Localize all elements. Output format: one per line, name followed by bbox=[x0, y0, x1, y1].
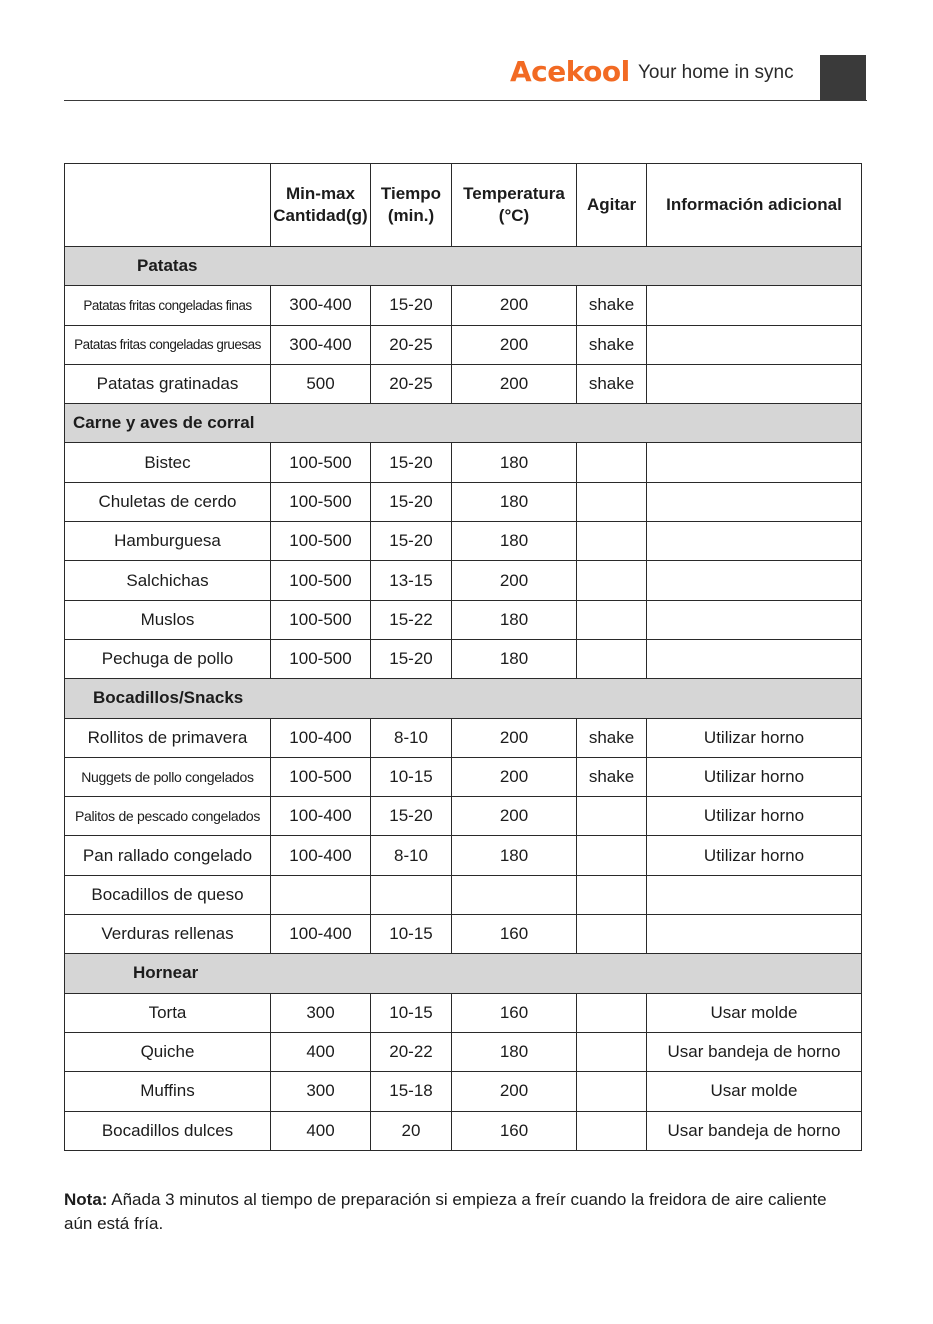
table-row bbox=[65, 561, 862, 600]
shake-cell bbox=[577, 600, 647, 639]
additional-info-cell bbox=[647, 443, 862, 482]
table-row bbox=[65, 718, 862, 757]
additional-info-cell: Utilizar horno bbox=[647, 836, 862, 875]
food-name-cell: Muslos bbox=[65, 600, 271, 639]
temperature-cell: 160 bbox=[452, 1111, 577, 1150]
additional-info-cell bbox=[647, 561, 862, 600]
quantity-cell: 100-500 bbox=[271, 639, 371, 678]
temperature-cell: 180 bbox=[452, 1032, 577, 1071]
time-cell: 15-20 bbox=[371, 797, 452, 836]
quantity-cell: 100-400 bbox=[271, 836, 371, 875]
additional-info-cell: Utilizar horno bbox=[647, 757, 862, 796]
food-name-cell: Muffins bbox=[65, 1072, 271, 1111]
table-row bbox=[65, 797, 862, 836]
shake-cell: shake bbox=[577, 364, 647, 403]
table-row bbox=[65, 1072, 862, 1111]
time-cell: 15-20 bbox=[371, 522, 452, 561]
quantity-cell: 100-400 bbox=[271, 915, 371, 954]
section-title: Carne y aves de corral bbox=[65, 404, 862, 443]
food-name-cell: Verduras rellenas bbox=[65, 915, 271, 954]
table-row bbox=[65, 443, 862, 482]
food-name-cell: Chuletas de cerdo bbox=[65, 482, 271, 521]
food-name-cell: Pechuga de pollo bbox=[65, 639, 271, 678]
temperature-cell bbox=[452, 875, 577, 914]
table-body bbox=[65, 247, 862, 1151]
additional-info-cell: Usar bandeja de horno bbox=[647, 1111, 862, 1150]
table-row bbox=[65, 600, 862, 639]
temperature-cell: 200 bbox=[452, 561, 577, 600]
quantity-cell: 100-500 bbox=[271, 443, 371, 482]
time-cell: 20-22 bbox=[371, 1032, 452, 1071]
section-row bbox=[65, 247, 862, 286]
shake-cell bbox=[577, 561, 647, 600]
header-time: Tiempo (min.) bbox=[371, 164, 452, 247]
food-name-cell: Patatas fritas congeladas gruesas bbox=[65, 325, 271, 364]
quantity-cell: 100-400 bbox=[271, 797, 371, 836]
header-shake: Agitar bbox=[577, 164, 647, 247]
shake-cell bbox=[577, 1072, 647, 1111]
table-header-row bbox=[65, 164, 862, 247]
additional-info-cell bbox=[647, 875, 862, 914]
quantity-cell: 100-500 bbox=[271, 561, 371, 600]
temperature-cell: 200 bbox=[452, 325, 577, 364]
food-name-cell: Hamburguesa bbox=[65, 522, 271, 561]
time-cell: 15-20 bbox=[371, 286, 452, 325]
time-cell: 15-20 bbox=[371, 639, 452, 678]
header-quantity: Min-max Cantidad(g) bbox=[271, 164, 371, 247]
temperature-cell: 160 bbox=[452, 993, 577, 1032]
section-row bbox=[65, 679, 862, 718]
page-header bbox=[0, 0, 933, 110]
time-cell bbox=[371, 875, 452, 914]
shake-cell bbox=[577, 1111, 647, 1150]
time-cell: 20-25 bbox=[371, 364, 452, 403]
food-name-cell: Salchichas bbox=[65, 561, 271, 600]
food-name-cell: Pan rallado congelado bbox=[65, 836, 271, 875]
shake-cell bbox=[577, 915, 647, 954]
additional-info-cell bbox=[647, 482, 862, 521]
section-title: Patatas bbox=[65, 247, 862, 286]
time-cell: 10-15 bbox=[371, 993, 452, 1032]
temperature-cell: 180 bbox=[452, 443, 577, 482]
time-cell: 13-15 bbox=[371, 561, 452, 600]
shake-cell bbox=[577, 482, 647, 521]
quantity-cell: 300-400 bbox=[271, 325, 371, 364]
time-cell: 20-25 bbox=[371, 325, 452, 364]
table-row bbox=[65, 915, 862, 954]
temperature-cell: 180 bbox=[452, 836, 577, 875]
time-cell: 20 bbox=[371, 1111, 452, 1150]
food-name-cell: Palitos de pescado congelados bbox=[65, 797, 271, 836]
additional-info-cell: Utilizar horno bbox=[647, 797, 862, 836]
food-name-cell: Patatas fritas congeladas finas bbox=[65, 286, 271, 325]
food-name-cell: Bistec bbox=[65, 443, 271, 482]
additional-info-cell bbox=[647, 364, 862, 403]
shake-cell bbox=[577, 875, 647, 914]
section-title: Bocadillos/Snacks bbox=[65, 679, 862, 718]
header-additional-info: Información adicional bbox=[647, 164, 862, 247]
quantity-cell: 100-500 bbox=[271, 757, 371, 796]
quantity-cell: 100-500 bbox=[271, 522, 371, 561]
shake-cell bbox=[577, 836, 647, 875]
section-row bbox=[65, 404, 862, 443]
note-paragraph bbox=[64, 1188, 854, 1236]
temperature-cell: 200 bbox=[452, 757, 577, 796]
additional-info-cell: Usar molde bbox=[647, 993, 862, 1032]
additional-info-cell: Usar molde bbox=[647, 1072, 862, 1111]
time-cell: 15-20 bbox=[371, 443, 452, 482]
note-label: Nota: bbox=[64, 1190, 108, 1209]
brand-tagline: Your home in sync bbox=[638, 62, 794, 83]
quantity-cell: 400 bbox=[271, 1111, 371, 1150]
additional-info-cell bbox=[647, 915, 862, 954]
food-name-cell: Bocadillos de queso bbox=[65, 875, 271, 914]
header-divider bbox=[64, 100, 867, 101]
additional-info-cell: Usar bandeja de horno bbox=[647, 1032, 862, 1071]
shake-cell: shake bbox=[577, 325, 647, 364]
header-temperature: Temperatura (°C) bbox=[452, 164, 577, 247]
time-cell: 15-22 bbox=[371, 600, 452, 639]
food-name-cell: Bocadillos dulces bbox=[65, 1111, 271, 1150]
shake-cell bbox=[577, 993, 647, 1032]
shake-cell bbox=[577, 522, 647, 561]
food-name-cell: Quiche bbox=[65, 1032, 271, 1071]
quantity-cell: 100-400 bbox=[271, 718, 371, 757]
shake-cell: shake bbox=[577, 718, 647, 757]
time-cell: 10-15 bbox=[371, 915, 452, 954]
table-row bbox=[65, 1032, 862, 1071]
quantity-cell: 300-400 bbox=[271, 286, 371, 325]
temperature-cell: 200 bbox=[452, 364, 577, 403]
shake-cell bbox=[577, 1032, 647, 1071]
cooking-table bbox=[64, 163, 862, 1151]
shake-cell: shake bbox=[577, 757, 647, 796]
quantity-cell: 300 bbox=[271, 993, 371, 1032]
table-row bbox=[65, 364, 862, 403]
time-cell: 8-10 bbox=[371, 836, 452, 875]
shake-cell bbox=[577, 443, 647, 482]
time-cell: 15-18 bbox=[371, 1072, 452, 1111]
additional-info-cell bbox=[647, 639, 862, 678]
table-row bbox=[65, 993, 862, 1032]
temperature-cell: 180 bbox=[452, 522, 577, 561]
temperature-cell: 160 bbox=[452, 915, 577, 954]
table-row bbox=[65, 1111, 862, 1150]
table-row bbox=[65, 639, 862, 678]
header-food bbox=[65, 164, 271, 247]
quantity-cell: 300 bbox=[271, 1072, 371, 1111]
table-row bbox=[65, 522, 862, 561]
table-row bbox=[65, 757, 862, 796]
temperature-cell: 180 bbox=[452, 482, 577, 521]
section-row bbox=[65, 954, 862, 993]
temperature-cell: 200 bbox=[452, 718, 577, 757]
quantity-cell bbox=[271, 875, 371, 914]
section-title: Hornear bbox=[65, 954, 862, 993]
table-row bbox=[65, 325, 862, 364]
table-row bbox=[65, 286, 862, 325]
time-cell: 10-15 bbox=[371, 757, 452, 796]
additional-info-cell bbox=[647, 522, 862, 561]
quantity-cell: 100-500 bbox=[271, 600, 371, 639]
food-name-cell: Nuggets de pollo congelados bbox=[65, 757, 271, 796]
shake-cell: shake bbox=[577, 286, 647, 325]
table-row bbox=[65, 875, 862, 914]
additional-info-cell bbox=[647, 325, 862, 364]
note-text: Añada 3 minutos al tiempo de preparación si empieza a freír cuando la freidora de aire caliente aún está fría. bbox=[64, 1190, 827, 1233]
temperature-cell: 200 bbox=[452, 797, 577, 836]
quantity-cell: 400 bbox=[271, 1032, 371, 1071]
time-cell: 8-10 bbox=[371, 718, 452, 757]
temperature-cell: 200 bbox=[452, 286, 577, 325]
food-name-cell: Patatas gratinadas bbox=[65, 364, 271, 403]
temperature-cell: 180 bbox=[452, 639, 577, 678]
temperature-cell: 200 bbox=[452, 1072, 577, 1111]
additional-info-cell bbox=[647, 600, 862, 639]
time-cell: 15-20 bbox=[371, 482, 452, 521]
brand-logo: Acekool bbox=[510, 55, 630, 88]
shake-cell bbox=[577, 797, 647, 836]
food-name-cell: Torta bbox=[65, 993, 271, 1032]
additional-info-cell bbox=[647, 286, 862, 325]
temperature-cell: 180 bbox=[452, 600, 577, 639]
page-corner-tab bbox=[820, 55, 866, 101]
table-row bbox=[65, 836, 862, 875]
shake-cell bbox=[577, 639, 647, 678]
additional-info-cell: Utilizar horno bbox=[647, 718, 862, 757]
food-name-cell: Rollitos de primavera bbox=[65, 718, 271, 757]
table-row bbox=[65, 482, 862, 521]
quantity-cell: 100-500 bbox=[271, 482, 371, 521]
quantity-cell: 500 bbox=[271, 364, 371, 403]
